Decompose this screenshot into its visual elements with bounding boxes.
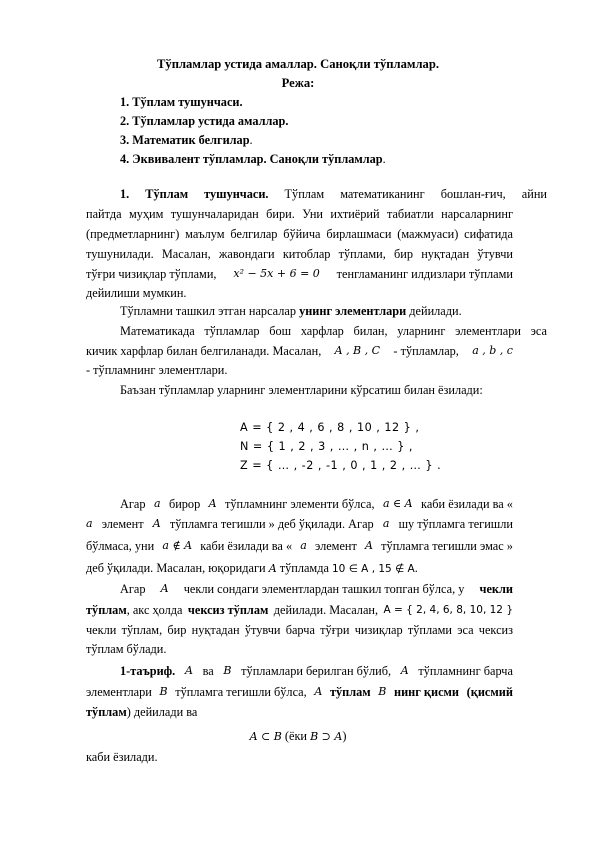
p6-line-1: Агар A чекли сондаги элементлардан ташкил топган бўлса, у чекли — [120, 582, 513, 596]
p5-line-1: Агар a бирор A тўпламнинг элементи бўлса, a ∈ A каби ёзилади ва « — [120, 497, 513, 511]
p5-line-2: a элемент A тўпламга тегишли » деб ўқилади. Агар a шу тўпламга тегишли — [86, 517, 513, 531]
plan-item-3: 3. Математик белгилар. — [120, 133, 253, 147]
para-elements: Тўпламни ташкил этган нарсалар унинг элементлари дейилади. — [120, 304, 462, 318]
set-A: A = { 2 , 4 , 6 , 8 , 10 , 12 } , — [240, 421, 420, 434]
page-title: Тўпламлар устида амаллар. Саноқли тўпламлар. — [157, 57, 439, 71]
p6-line-4: тўплам бўлади. — [86, 642, 167, 656]
p3-line-2: кичик харфлар билан белгиланади. Масалан, A , B , C - тўпламлар, a , b , c — [86, 344, 513, 358]
s1-line-5: тўғри чизиқлар тўплами, x² − 5x + 6 = 0 тенгламанинг илдизлари тўплами — [86, 267, 513, 281]
s1-line-4: тушунилади. Масалан, жавондаги китоблар тўплами, бир нуқтадан ўтувчи — [86, 247, 513, 261]
s1-line-6: дейилиши мумкин. — [86, 286, 187, 300]
p5-line-4: деб ўқилади. Масалан, юқоридаги A тўпламда 10 ∈ A , 15 ∉ A. — [86, 561, 418, 575]
equation: x² − 5x + 6 = 0 — [233, 267, 320, 280]
p6-line-2: тўплам, акс ҳолда чексиз тўплам дейилади. Масалан, A = { 2, 4, 6, 8, 10, 12 } — [86, 603, 513, 617]
plan-heading: Режа: — [281, 76, 315, 90]
p6-line-3: чекли тўплам, бир нуқтадан ўтувчи барча тўғри чизиқлар тўплами эса чексиз — [86, 623, 513, 637]
p3-line-3: - тўпламнинг элементлари. — [86, 363, 228, 377]
plan-item-4: 4. Эквивалент тўпламлар. Саноқли тўпламлар. — [120, 152, 386, 166]
p4-line: Баъзан тўпламлар уларнинг элементларини кўрсатиш билан ёзилади: — [120, 383, 483, 397]
plan-item-1: 1. Тўплам тушунчаси. — [120, 95, 243, 109]
last-line: каби ёзилади. — [86, 750, 158, 764]
p5-line-3: бўлмаса, уни a ∉ A каби ёзилади ва « a элемент A тўпламга тегишли эмас » — [86, 539, 513, 553]
p3-line-1: Математикада тўпламлар бош харфлар билан, уларнинг элементлари эса — [120, 324, 547, 338]
def-line-1: 1-таъриф. A ва B тўпламлари берилган бўлиб, A тўпламнинг барча — [120, 664, 513, 678]
def-line-3: тўплам) дейилади ва — [86, 705, 198, 719]
set-N: N = { 1 , 2 , 3 , … , n , … } , — [240, 440, 413, 453]
s1-line-2: пайтда муҳим тушунчаларидан бири. Уни ихтиёрий табиатли нарсаларнинг — [86, 207, 513, 221]
subset-formula: A ⊂ B (ёки B ⊃ A) — [249, 729, 347, 743]
s1-line-3: (предметларнинг) маълум белгилар бўйича бирлашмаси (мажмуаси) сифатида — [86, 227, 513, 241]
set-Z: Z = { … , -2 , -1 , 0 , 1 , 2 , … } . — [240, 459, 442, 472]
plan-item-2: 2. Тўпламлар устида амаллар. — [120, 114, 289, 128]
s1-line-1: 1. Тўплам тушунчаси. Тўплам математиканинг бошлан-ғич, айни — [120, 187, 547, 201]
def-line-2: элементлари B тўпламга тегишли бўлса, A тўплам B нинг қисми (қисмий — [86, 685, 513, 699]
